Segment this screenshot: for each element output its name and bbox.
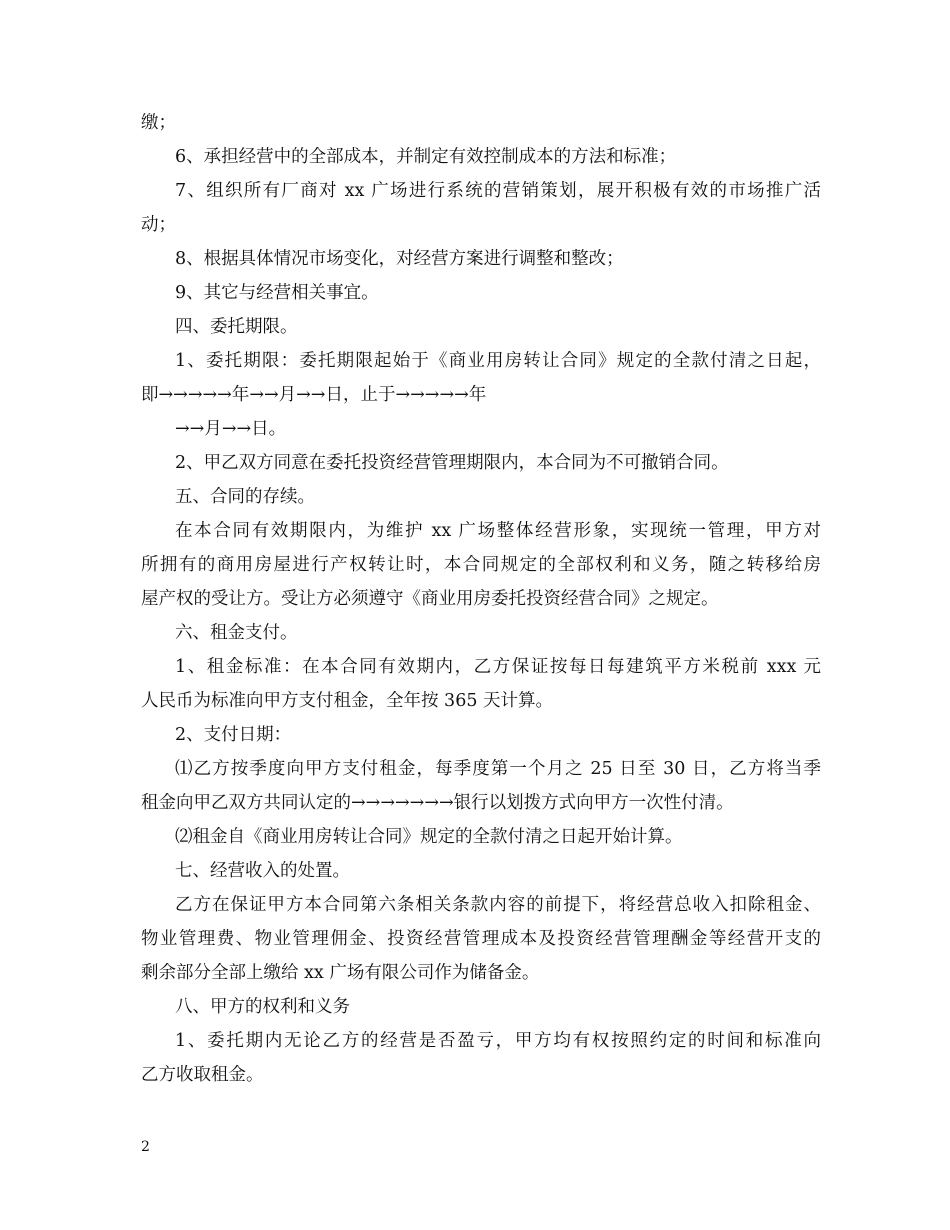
text-line: 1、委托期内无论乙方的经营是否盈亏，甲方均有权按照约定的时间和标准向 (175, 1031, 821, 1051)
document-body (141, 112, 821, 1098)
text-line: 人民币为标准向甲方支付租金，全年按 365 天计算。 (141, 691, 554, 711)
text-line: 2、支付日期： (175, 725, 292, 745)
text-line: 9、其它与经营相关事宜。 (175, 283, 379, 303)
section-heading: 八、甲方的权利和义务 (175, 997, 350, 1017)
text-line: ⑵租金自《商业用房转让合同》规定的全款付清之日起开始计算。 (175, 827, 683, 847)
text-line: →→月→→日。 (175, 419, 287, 439)
page-number: 2 (141, 1139, 150, 1155)
text-line: ⑴乙方按季度向甲方支付租金，每季度第一个月之 25 日至 30 日，乙方将当季 (175, 759, 821, 779)
text-line: 屋产权的受让方。受让方必须遵守《商业用房委托投资经营合同》之规定。 (141, 589, 719, 609)
section-heading: 七、经营收入的处置。 (175, 861, 350, 881)
section-heading: 四、委托期限。 (175, 317, 298, 337)
text-line: 1、委托期限：委托期限起始于《商业用房转让合同》规定的全款付清之日起， (175, 351, 821, 371)
text-line: 2、甲乙双方同意在委托投资经营管理期限内，本合同为不可撤销合同。 (175, 453, 729, 473)
text-line: 乙方在保证甲方本合同第六条相关条款内容的前提下，将经营总收入扣除租金、 (175, 895, 821, 915)
text-line: 动； (141, 215, 176, 235)
text-line: 8、根据具体情况市场变化，对经营方案进行调整和整改； (175, 249, 624, 269)
text-line: 缴； (141, 113, 176, 133)
text-line: 乙方收取租金。 (141, 1065, 264, 1085)
text-line: 剩余部分全部上缴给 xx 广场有限公司作为储备金。 (141, 963, 540, 983)
text-line: 7、组织所有厂商对 xx 广场进行系统的营销策划，展开积极有效的市场推广活 (175, 181, 821, 201)
text-line: 即→→→→→年→→月→→日，止于→→→→→年 (141, 385, 487, 405)
section-heading: 五、合同的存续。 (175, 487, 315, 507)
text-line: 租金向甲乙双方共同认定的→→→→→→→银行以划拨方式向甲方一次性付清。 (141, 793, 734, 813)
text-line: 6、承担经营中的全部成本，并制定有效控制成本的方法和标准； (175, 147, 677, 167)
text-line: 在本合同有效期限内，为维护 xx 广场整体经营形象，实现统一管理，甲方对 (175, 521, 821, 541)
text-line: 物业管理费、物业管理佣金、投资经营管理成本及投资经营管理酬金等经营开支的 (141, 929, 821, 949)
text-line: 所拥有的商用房屋进行产权转让时，本合同规定的全部权利和义务，随之转移给房 (141, 555, 821, 575)
section-heading: 六、租金支付。 (175, 623, 298, 643)
text-line: 1、租金标准：在本合同有效期内，乙方保证按每日每建筑平方米税前 xxx 元 (175, 657, 821, 677)
